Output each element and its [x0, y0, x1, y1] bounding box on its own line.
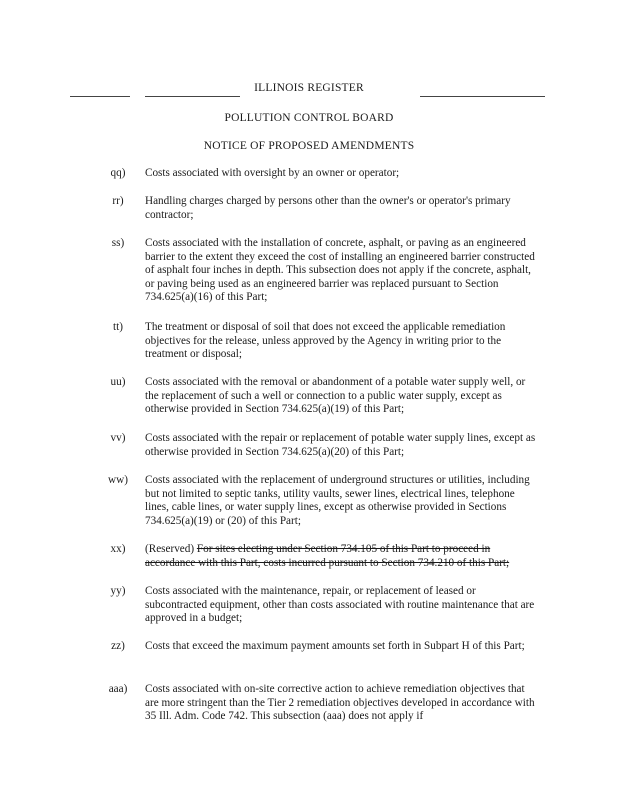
- notice-title: NOTICE OF PROPOSED AMENDMENTS: [203, 140, 415, 152]
- item-text: [145, 543, 540, 570]
- item-text: Costs associated with the maintenance, repair, or replacement of leased or subcontracted equipment, other than costs associated with routine maintenance that are approved in a budget;: [145, 585, 535, 625]
- item-label: ww): [108, 474, 128, 486]
- header-rule-left-1: [70, 96, 130, 97]
- item-text: Costs associated with the replacement of underground structures or utilities, including but not limited to septic tanks, utility vaults, sewer lines, electrical lines, telephone lines, cable lines, or water supply lines, except as otherwise provided in Sections 734.625(a)(19) or (20) of this Part;: [145, 474, 530, 527]
- header-rule-right: [420, 96, 545, 97]
- item-label: zz): [111, 640, 125, 652]
- board-title: POLLUTION CONTROL BOARD: [224, 112, 394, 124]
- item-text: Costs associated with oversight by an owner or operator;: [145, 167, 400, 179]
- item-text: Costs that exceed the maximum payment amounts set forth in Subpart H of this Part;: [145, 640, 525, 652]
- item-text: Costs associated with the installation of concrete, asphalt, or paving as an engineered barrier to the extent they exceed the cost of installing an engineered barrier constructed of asphalt four inches in depth. This subsection does not apply if the concrete, asphalt, or paving being used as an engineered barrier was replaced pursuant to Section 734.625(a)(16) of this Part;: [145, 237, 535, 304]
- item-label: tt): [113, 321, 123, 333]
- reserved-text: (Reserved): [145, 543, 195, 555]
- register-title: ILLINOIS REGISTER: [254, 82, 364, 94]
- item-text: Handling charges charged by persons other than the owner's or operator's primary contractor;: [145, 195, 511, 221]
- deleted-text: For sites electing under Section 734.105 of this Part to proceed in accordance with this Part, costs incurred pursuant to Section 734.210 of this Part;: [145, 543, 510, 569]
- item-text: The treatment or disposal of soil that does not exceed the applicable remediation objectives for the release, unless approved by the Agency in writing prior to the treatment or disposal;: [145, 321, 506, 361]
- item-label: vv): [110, 432, 126, 444]
- item-label: ss): [111, 237, 125, 249]
- item-label: xx): [110, 543, 126, 555]
- item-label: aaa): [108, 683, 128, 695]
- item-text: Costs associated with on-site corrective action to achieve remediation objectives that are more stringent than the Tier 2 remediation objectives developed in accordance with 35 Ill. Adm. Code 742. This subsection (aaa) does not apply if: [145, 683, 535, 723]
- item-label: uu): [110, 376, 126, 388]
- item-text: Costs associated with the removal or abandonment of a potable water supply well, or the replacement of such a well or connection to a public water supply, except as otherwise provided in Section 734.625(a)(19) of this Part;: [145, 376, 526, 416]
- item-label: yy): [110, 585, 126, 597]
- item-text: Costs associated with the repair or replacement of potable water supply lines, except as otherwise provided in Section 734.625(a)(20) of this Part;: [145, 432, 536, 458]
- header-rule-left-2: [145, 96, 240, 97]
- item-label: rr): [112, 195, 124, 207]
- item-label: qq): [110, 167, 126, 179]
